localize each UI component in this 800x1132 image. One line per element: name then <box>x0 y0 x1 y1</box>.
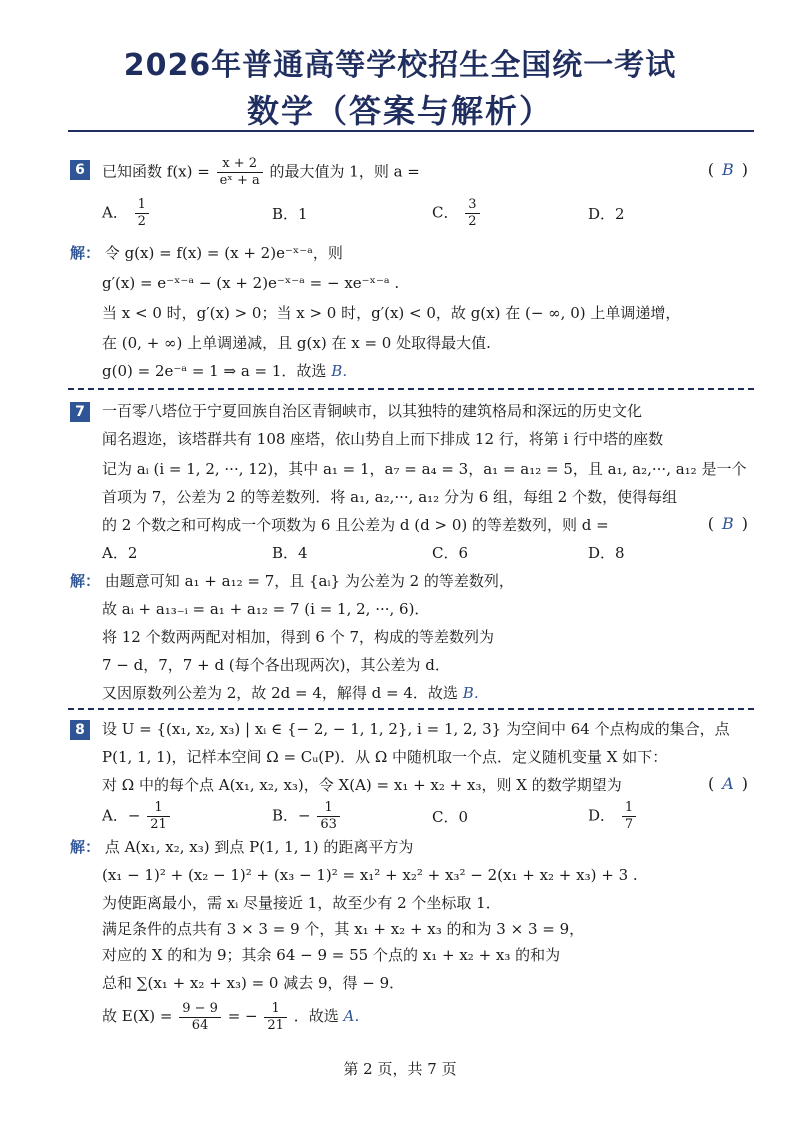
question-6-solution-line-4: 在 (0, + ∞) 上单调递减，且 g(x) 在 x = 0 处取得最大值. <box>102 334 491 352</box>
answer-close-paren: ) <box>741 160 748 179</box>
option-label: D． <box>588 806 616 825</box>
option-label: B． <box>272 806 299 825</box>
header-rule <box>68 130 754 132</box>
question-8-option-d <box>588 800 638 833</box>
fraction-numerator: 1 <box>264 1001 287 1018</box>
question-8-option-b <box>272 800 342 833</box>
option-fraction <box>317 800 340 833</box>
solution-label: 解： <box>70 244 101 262</box>
option-fraction <box>622 800 636 833</box>
option-label: A． <box>102 544 128 562</box>
option-fraction <box>135 197 149 230</box>
answer-letter: B <box>721 514 734 533</box>
option-label: D． <box>588 205 616 223</box>
option-label: A． <box>102 806 128 825</box>
answer-close-paren: ) <box>741 774 748 793</box>
option-label: C． <box>432 203 459 222</box>
question-6-fraction <box>217 156 263 189</box>
fraction-denominator: 64 <box>191 1017 209 1033</box>
question-8-answer <box>708 774 748 793</box>
fraction-numerator: 1 <box>317 800 340 817</box>
solution-text: g(0) = 2e⁻ᵃ = 1 ⇒ a = 1．故选 <box>102 362 327 380</box>
page-footer: 第 2 页，共 7 页 <box>343 1060 457 1078</box>
question-7-stem-line-2: 闻名遐迩，该塔群共有 108 座塔，依山势自上而下排成 12 行，将第 i 行中塔的座数 <box>102 430 664 448</box>
exam-title: 2026年普通高等学校招生全国统一考试 <box>123 48 677 83</box>
question-8-stem-line-2: P(1, 1, 1)，记样本空间 Ω = Cᵤ(P)．从 Ω 中随机取一个点．定义随机变量 X 如下： <box>102 748 668 766</box>
solution-label: 解： <box>70 572 101 590</box>
question-6-solution-line-3: 当 x < 0 时，g′(x) > 0；当 x > 0 时，g′(x) < 0，故 g(x) 在 (− ∞, 0) 上单调递增， <box>102 304 681 322</box>
fraction-numerator: 3 <box>465 197 479 214</box>
question-6-option-c <box>432 197 482 230</box>
exam-subtitle: 数学（答案与解析） <box>246 92 553 130</box>
question-7-solution-line-3: 将 12 个数两两配对相加，得到 6 个 7，构成的等差数列为 <box>102 628 495 646</box>
solution-text: 又因原数列公差为 2，故 2d = 4，解得 d = 4．故选 <box>102 684 458 702</box>
answer-close-paren: ) <box>741 514 748 533</box>
question-8-solution-line-5: 对应的 X 的和为 9；其余 64 − 9 = 55 个点的 x₁ + x₂ + x₃ 的和为 <box>102 946 561 964</box>
question-7-number: 7 <box>70 402 90 422</box>
question-8-solution-line-6: 总和 ∑(x₁ + x₂ + x₃) = 0 减去 9，得 − 9． <box>102 974 405 992</box>
question-6-stem-b: 的最大值为 1，则 a = <box>269 162 420 181</box>
option-label: C． <box>432 808 459 826</box>
question-8-solution-line-1 <box>70 836 413 858</box>
option-value: 2 <box>127 544 138 562</box>
question-8-number: 8 <box>70 720 90 740</box>
question-6-fraction-denominator: eˣ + a <box>219 173 260 188</box>
expectation-fraction-1 <box>179 1001 221 1034</box>
final-choice: B． <box>462 684 489 702</box>
option-label: C． <box>432 544 459 562</box>
answer-open-paren: ( <box>707 774 715 793</box>
option-label: B． <box>272 205 299 223</box>
option-fraction <box>147 800 170 833</box>
question-7-option-b <box>272 542 308 563</box>
question-6-stem-a: 已知函数 f(x) = <box>102 162 210 181</box>
question-8-stem-line-1: 设 U = {(x₁, x₂, x₃) | xᵢ ∈ {− 2, − 1, 1, 2}, i = 1, 2, 3} 为空间中 64 个点构成的集合，点 <box>102 720 730 738</box>
question-6-fraction-numerator: x + 2 <box>217 156 263 173</box>
final-choice: A． <box>343 1007 370 1025</box>
question-7-option-a <box>102 542 137 563</box>
question-6-option-b <box>272 203 308 224</box>
question-7-solution-line-2: 故 aᵢ + a₁₃₋ᵢ = a₁ + a₁₂ = 7 (i = 1, 2, ···, 6)． <box>102 600 430 618</box>
question-7-stem-line-3: 记为 aᵢ (i = 1, 2, ···, 12)，其中 a₁ = 1，a₇ = a₄ = 3，a₁ = a₁₂ = 5，且 a₁, a₂,···, a₁₂ 是一个 <box>102 460 747 478</box>
question-8-option-a <box>102 800 172 833</box>
divider-2 <box>68 708 754 710</box>
fraction-numerator: 1 <box>135 197 149 214</box>
solution-label: 解： <box>70 838 101 856</box>
question-6-option-d <box>588 203 625 224</box>
option-value: 1 <box>298 205 308 223</box>
question-6-answer <box>708 160 748 179</box>
solution-text: 令 g(x) = f(x) = (x + 2)e⁻ˣ⁻ᵃ，则 <box>104 244 343 262</box>
question-7-answer <box>708 514 748 533</box>
option-fraction <box>465 197 479 230</box>
question-6-number: 6 <box>70 160 90 180</box>
solution-text: = − <box>227 1007 258 1025</box>
fraction-numerator: 1 <box>147 800 170 817</box>
fraction-denominator: 7 <box>624 817 634 832</box>
question-7-option-c <box>432 542 468 563</box>
option-value: 0 <box>458 808 469 826</box>
divider-1 <box>68 388 754 390</box>
question-6-solution-line-1 <box>70 242 343 264</box>
question-6-solution-line-2: g′(x) = e⁻ˣ⁻ᵃ − (x + 2)e⁻ˣ⁻ᵃ = − xe⁻ˣ⁻ᵃ . <box>102 274 400 292</box>
question-7-solution-line-5 <box>102 682 489 704</box>
fraction-denominator: 21 <box>267 1017 284 1033</box>
question-8-solution-line-7 <box>102 996 369 1036</box>
option-sign: − <box>298 806 311 825</box>
answer-letter: B <box>721 160 734 179</box>
option-label: D． <box>588 544 616 562</box>
option-label: B． <box>272 544 299 562</box>
fraction-denominator: 63 <box>320 817 337 832</box>
question-8-solution-line-4: 满足条件的点共有 3 × 3 = 9 个，其 x₁ + x₂ + x₃ 的和为 3 × 3 = 9， <box>102 920 585 938</box>
fraction-numerator: 1 <box>622 800 636 817</box>
question-7-solution-line-1 <box>70 570 514 592</box>
fraction-denominator: 21 <box>150 817 167 832</box>
expectation-fraction-2 <box>264 1001 287 1034</box>
question-6-stem <box>102 156 420 189</box>
answer-letter: A <box>722 774 734 793</box>
question-7-stem-line-4: 首项为 7，公差为 2 的等差数列．将 a₁, a₂,···, a₁₂ 分为 6 组，每组 2 个数，使得每组 <box>102 488 678 506</box>
question-8-solution-line-2: (x₁ − 1)² + (x₂ − 1)² + (x₃ − 1)² = x₁² + x₂² + x₃² − 2(x₁ + x₂ + x₃) + 3 . <box>102 866 638 884</box>
question-8-option-c <box>432 806 468 827</box>
answer-open-paren: ( <box>707 514 714 533</box>
question-8-solution-line-3: 为使距离最小，需 xᵢ 尽量接近 1，故至少有 2 个坐标取 1． <box>102 894 501 912</box>
question-6-solution-line-5 <box>102 360 357 382</box>
final-choice: B． <box>331 362 358 380</box>
option-label: A． <box>102 203 128 222</box>
option-sign: − <box>127 806 141 825</box>
option-value: 2 <box>615 205 625 223</box>
question-7-option-d <box>588 542 625 563</box>
option-value: 4 <box>298 544 308 562</box>
fraction-denominator: 2 <box>468 214 477 229</box>
question-7-stem-line-1: 一百零八塔位于宁夏回族自治区青铜峡市，以其独特的建筑格局和深远的历史文化 <box>102 402 643 420</box>
solution-text: 由题意可知 a₁ + a₁₂ = 7，且 {aᵢ} 为公差为 2 的等差数列， <box>104 572 514 590</box>
question-8-stem-line-3: 对 Ω 中的每个点 A(x₁, x₂, x₃)，令 X(A) = x₁ + x₂ + x₃，则 X 的数学期望为 <box>102 776 622 794</box>
solution-text: ．故选 <box>293 1007 339 1025</box>
question-7-solution-line-4: 7 − d，7，7 + d (每个各出现两次)，其公差为 d． <box>102 656 450 674</box>
question-6-option-a <box>102 197 151 230</box>
option-value: 6 <box>458 544 469 562</box>
option-value: 8 <box>615 544 625 562</box>
solution-text: 故 E(X) = <box>102 1007 173 1025</box>
solution-text: 点 A(x₁, x₂, x₃) 到点 P(1, 1, 1) 的距离平方为 <box>104 838 414 856</box>
fraction-numerator: 9 − 9 <box>179 1001 221 1018</box>
fraction-denominator: 2 <box>137 214 146 229</box>
question-7-stem-line-5: 的 2 个数之和可构成一个项数为 6 且公差为 d (d > 0) 的等差数列，则 d = <box>102 516 609 534</box>
answer-open-paren: ( <box>707 160 714 179</box>
